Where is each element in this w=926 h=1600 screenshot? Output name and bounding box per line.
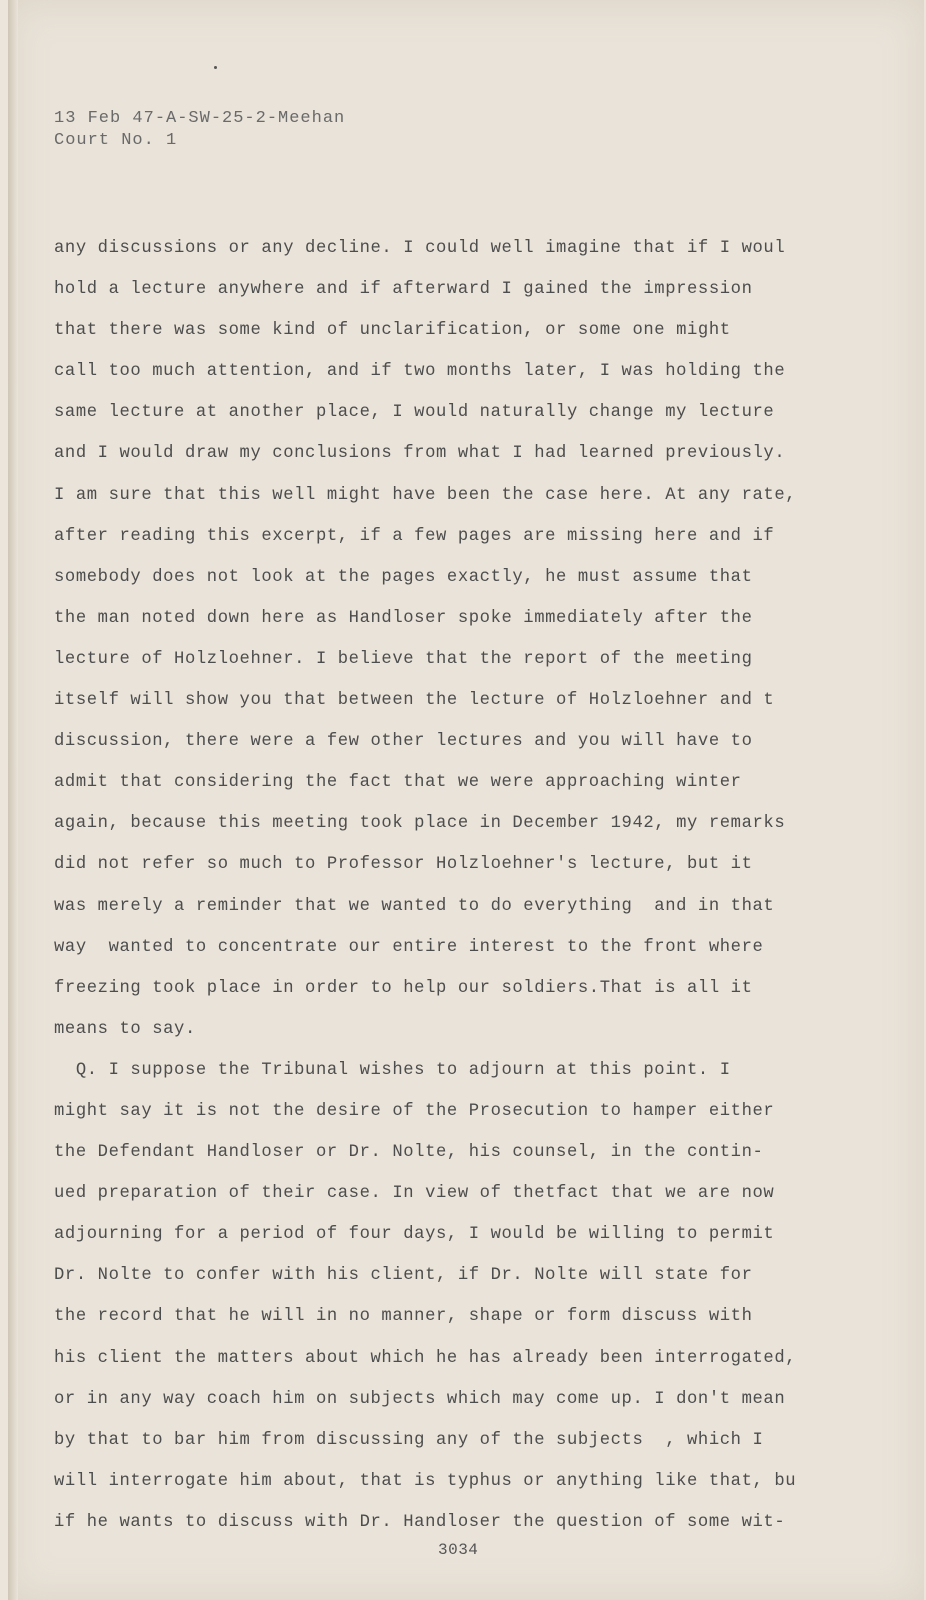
text-line: adjourning for a period of four days, I would be willing to permit <box>54 1225 775 1245</box>
text-line: itself will show you that between the lecture of Holzloehner and t <box>54 691 775 711</box>
page-number: 3034 <box>438 1541 479 1559</box>
text-line: somebody does not look at the pages exactly, he must assume that <box>54 567 753 587</box>
text-line: and I would draw my conclusions from what I had learned previously. <box>54 444 786 464</box>
text-line: again, because this meeting took place in December 1942, my remarks <box>54 814 786 834</box>
text-line: any discussions or any decline. I could well imagine that if I woul <box>54 239 786 258</box>
text-line: by that to bar him from discussing any of the subjects , which I <box>54 1430 764 1450</box>
text-line: might say it is not the desire of the Prosecution to hamper either <box>54 1101 775 1121</box>
text-line: same lecture at another place, I would naturally change my lecture <box>54 403 775 423</box>
text-line: after reading this excerpt, if a few pages are missing here and if <box>54 526 775 546</box>
text-line: way wanted to concentrate our entire interest to the front where <box>54 937 764 957</box>
text-line: means to say. <box>54 1019 196 1039</box>
header-court: Court No. 1 <box>54 131 178 150</box>
text-line: discussion, there were a few other lectures and you will have to <box>54 732 753 752</box>
page-edge <box>8 0 18 1600</box>
text-line: that there was some kind of unclarification, or some one might <box>54 321 731 341</box>
text-line: if he wants to discuss with Dr. Handloser the question of some wit- <box>54 1512 786 1532</box>
text-line: ued preparation of their case. In view of thetfact that we are now <box>54 1184 775 1204</box>
text-line: Dr. Nolte to confer with his client, if Dr. Nolte will state for <box>54 1266 753 1286</box>
text-line: the man noted down here as Handloser spoke immediately after the <box>54 608 753 628</box>
text-line: his client the matters about which he has already been interrogated, <box>54 1348 797 1368</box>
transcript-body <box>54 228 914 1543</box>
document-header <box>54 108 345 152</box>
text-line: hold a lecture anywhere and if afterward I gained the impression <box>54 280 753 300</box>
text-line: I am sure that this well might have been the case here. At any rate, <box>54 485 797 505</box>
paper-speck <box>214 66 217 69</box>
header-reference: 13 Feb 47-A-SW-25-2-Meehan <box>54 109 346 128</box>
text-line: or in any way coach him on subjects which may come up. I don't mean <box>54 1389 786 1409</box>
text-line: Q. I suppose the Tribunal wishes to adjourn at this point. I <box>54 1060 731 1080</box>
text-line: did not refer so much to Professor Holzloehner's lecture, but it <box>54 855 753 875</box>
text-line: lecture of Holzloehner. I believe that the report of the meeting <box>54 649 753 669</box>
text-line: freezing took place in order to help our soldiers.That is all it <box>54 978 753 998</box>
text-line: call too much attention, and if two months later, I was holding the <box>54 362 786 382</box>
text-line: admit that considering the fact that we were approaching winter <box>54 773 742 793</box>
text-line: the Defendant Handloser or Dr. Nolte, his counsel, in the contin- <box>54 1143 764 1163</box>
text-line: was merely a reminder that we wanted to do everything and in that <box>54 896 775 916</box>
text-line: the record that he will in no manner, shape or form discuss with <box>54 1307 753 1327</box>
text-line: will interrogate him about, that is typhus or anything like that, bu <box>54 1471 797 1491</box>
document-page <box>8 0 924 1600</box>
